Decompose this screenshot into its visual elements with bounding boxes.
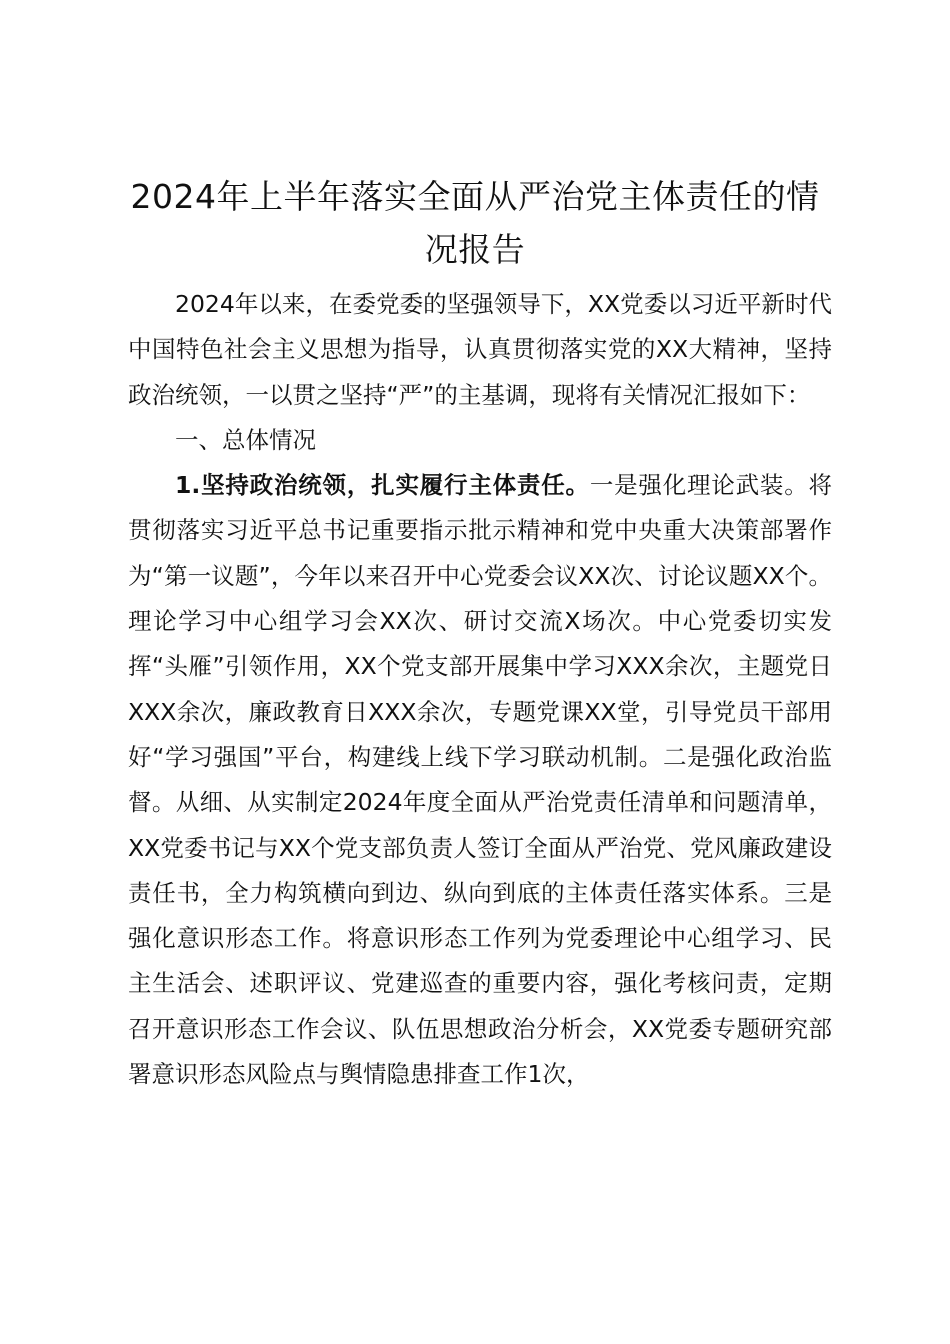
intro-paragraph: 2024年以来，在委党委的坚强领导下，XX党委以习近平新时代中国特色社会主义思想为指导，认真贯彻落实党的XX大精神，坚持政治统领，一以贯之坚持“严”的主基调，现将有关情况汇报如下： xyxy=(128,290,832,409)
document-title: 2024年上半年落实全面从严治党主体责任的情况报告 xyxy=(130,177,820,269)
point-heading: 1.坚持政治统领，扎实履行主体责任。 xyxy=(175,471,590,500)
point-paragraph xyxy=(128,463,832,1097)
section-heading: 一、总体情况 xyxy=(175,425,316,454)
document-body xyxy=(128,282,832,1097)
point-body: 一是强化理论武装。将贯彻落实习近平总书记重要指示批示精神和党中央重大决策部署作为“第一议题”，今年以来召开中心党委会议XX次、讨论议题XX个。理论学习中心组学习会XX次、研讨交流X场次。中心党委切实发挥“头雁”引领作用，XX个党支部开展集中学习XXX余次，主题党日XXX余次，廉政教育日XXX余次，专题党课XX堂，引导党员干部用好“学习强国”平台，构建线上线下学习联动机制。二是强化政治监督。从细、从实制定2024年度全面从严治党责任清单和问题清单，XX党委书记与XX个党支部负责人签订全面从严治党、党风廉政建设责任书，全力构筑横向到边、纵向到底的主体责任落实体系。三是强化意识形态工作。将意识形态工作列为党委理论中心组学习、民主生活会、述职评议、党建巡查的重要内容，强化考核问责，定期召开意识形态工作会议、队伍思想政治分析会，XX党委专题研究部署意识形态风险点与舆情隐患排查工作1次， xyxy=(128,471,832,1089)
